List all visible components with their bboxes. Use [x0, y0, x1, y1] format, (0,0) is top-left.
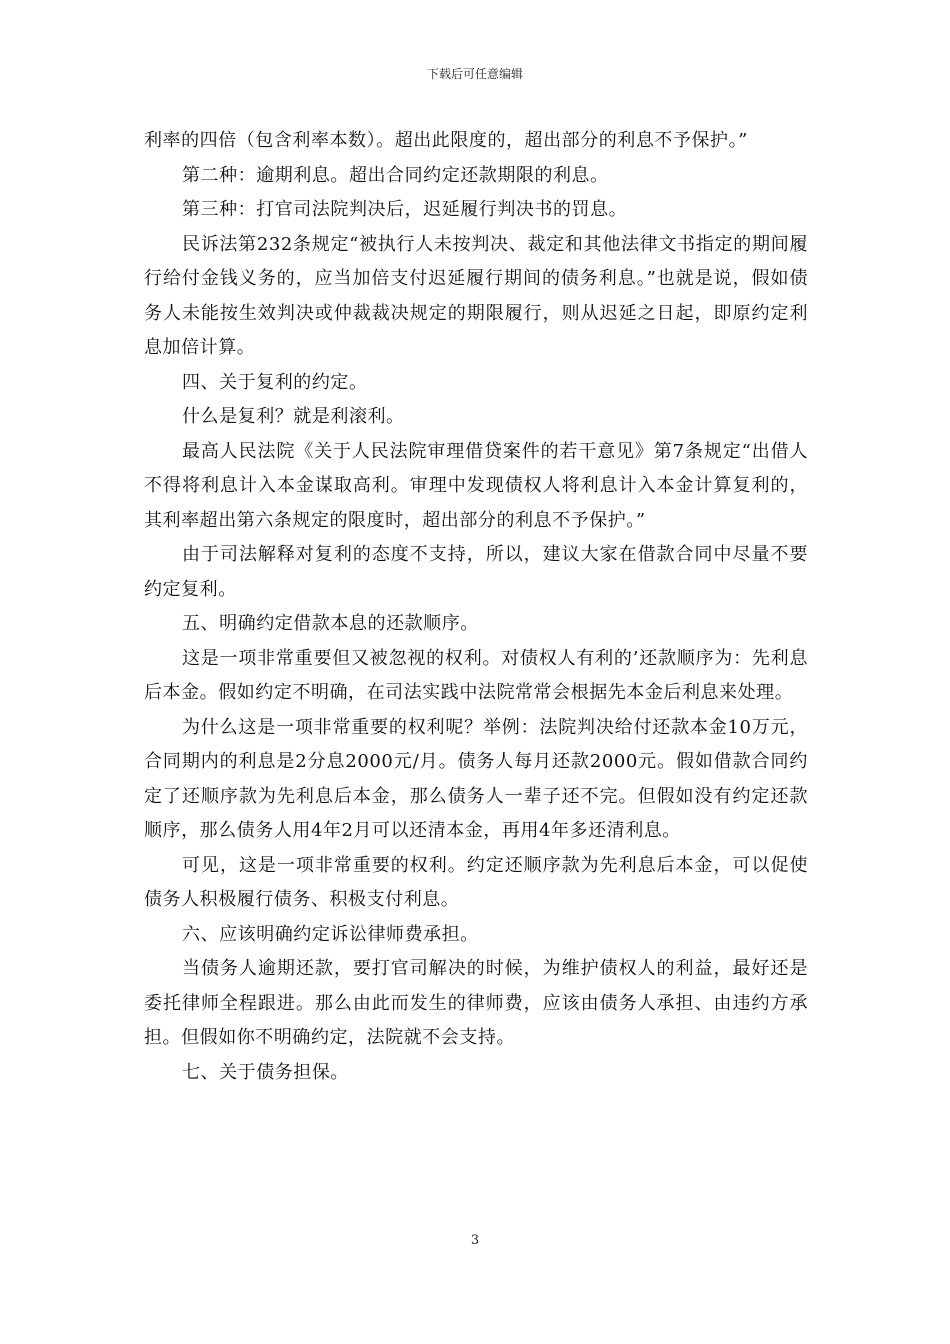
paragraph-penalty-interest: 第三种：打官司法院判决后，迟延履行判决书的罚息。	[182, 199, 628, 220]
document-body	[144, 124, 808, 1090]
heading-compound-interest: 四、关于复利的约定。	[182, 371, 368, 393]
heading-lawyer-fees: 六、应该明确约定诉讼律师费承担。	[182, 923, 479, 945]
paragraph-repayment-order-right: 这是一项非常重要但又被忽视的权利。对债权人有利的’还款顺序为：先利息后本金。假如约定不明确，在司法实践中法院常常会根据先本金后利息来处理。	[144, 647, 808, 703]
paragraph-lawyer-fees: 当债务人逾期还款，要打官司解决的时候，为维护债权人的利益，最好还是委托律师全程跟进。那么由此而发生的律师费，应该由债务人承担、由违约方承担。但假如你不明确约定，法院就不会支持。	[144, 958, 808, 1048]
paragraph-supreme-court-opinion: 最高人民法院《关于人民法院审理借贷案件的若干意见》第7条规定“出借人不得将利息计入本金谋取高利。审理中发现债权人将利息计入本金计算复利的，其利率超出第六条规定的限度时，超出部分的利息不予保护。”	[144, 440, 808, 531]
paragraph-repayment-example: 为什么这是一项非常重要的权利呢？举例：法院判决给付还款本金10万元，合同期内的利息是2分息2000元/月。债务人每月还款2000元。假如借款合同约定了还顺序款为先利息后本金，那么债务人一辈子还不完。但假如没有约定还款顺序，那么债务人用4年2月可以还清本金，再用4年多还清利息。	[144, 716, 808, 841]
paragraph-civil-procedure-law: 民诉法第232条规定“被执行人未按判决、裁定和其他法律文书指定的期间履行给付金钱义务的，应当加倍支付迟延履行期间的债务利息。”也就是说，假如债务人未能按生效判决或仲裁裁决规定的期限履行，则从迟延之日起，即原约定利息加倍计算。	[144, 233, 808, 358]
heading-debt-guarantee: 七、关于债务担保。	[182, 1061, 349, 1083]
heading-repayment-order: 五、明确约定借款本息的还款顺序。	[182, 613, 479, 634]
paragraph-compound-advice: 由于司法解释对复利的态度不支持，所以，建议大家在借款合同中尽量不要约定复利。	[144, 544, 808, 600]
paragraph-overdue-interest: 第二种：逾期利息。超出合同约定还款期限的利息。	[182, 164, 609, 186]
paragraph-repayment-conclusion: 可见，这是一项非常重要的权利。约定还顺序款为先利息后本金，可以促使债务人积极履行债务、积极支付利息。	[144, 854, 808, 910]
page-header: 下载后可任意编辑	[426, 67, 523, 81]
page-number: 3	[470, 1233, 480, 1248]
paragraph-what-is-compound: 什么是复利？就是利滚利。	[182, 406, 405, 427]
paragraph-continued: 利率的四倍（包含利率本数）。超出此限度的，超出部分的利息不予保护。”	[144, 130, 748, 151]
